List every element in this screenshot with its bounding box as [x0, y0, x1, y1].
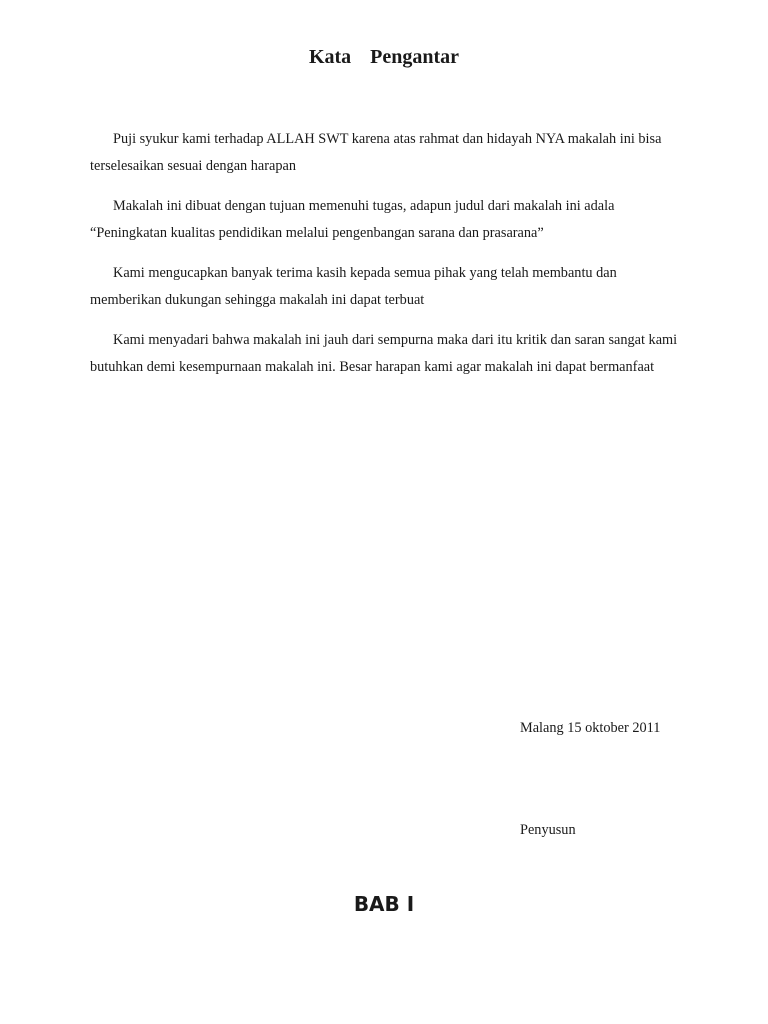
paragraph: Kami mengucapkan banyak terima kasih kepada semua pihak yang telah membantu dan memberikan dukungan sehingga makalah ini dapat terbuat: [90, 265, 617, 308]
signer-label: Penyusun: [520, 822, 576, 838]
place-and-date: Malang 15 oktober 2011: [520, 720, 661, 736]
chapter-heading: BAB I: [353, 892, 415, 916]
paragraph: Kami menyadari bahwa makalah ini jauh dari sempurna maka dari itu kritik dan saran sangat kami butuhkan demi kesempurnaan makalah ini. Besar harapan kami agar makalah ini dapat bermanfaat: [90, 332, 678, 375]
paragraph: Puji syukur kami terhadap ALLAH SWT karena atas rahmat dan hidayah NYA makalah ini bisa terselesaikan sesuai dengan harapan: [90, 131, 662, 174]
paragraph: Makalah ini dibuat dengan tujuan memenuhi tugas, adapun judul dari makalah ini adala “Peningkatan kualitas pendidikan melalui pengenbangan sarana dan prasarana”: [90, 198, 615, 241]
page-title: Kata Pengantar: [308, 46, 460, 68]
foreword-body: [90, 126, 690, 394]
